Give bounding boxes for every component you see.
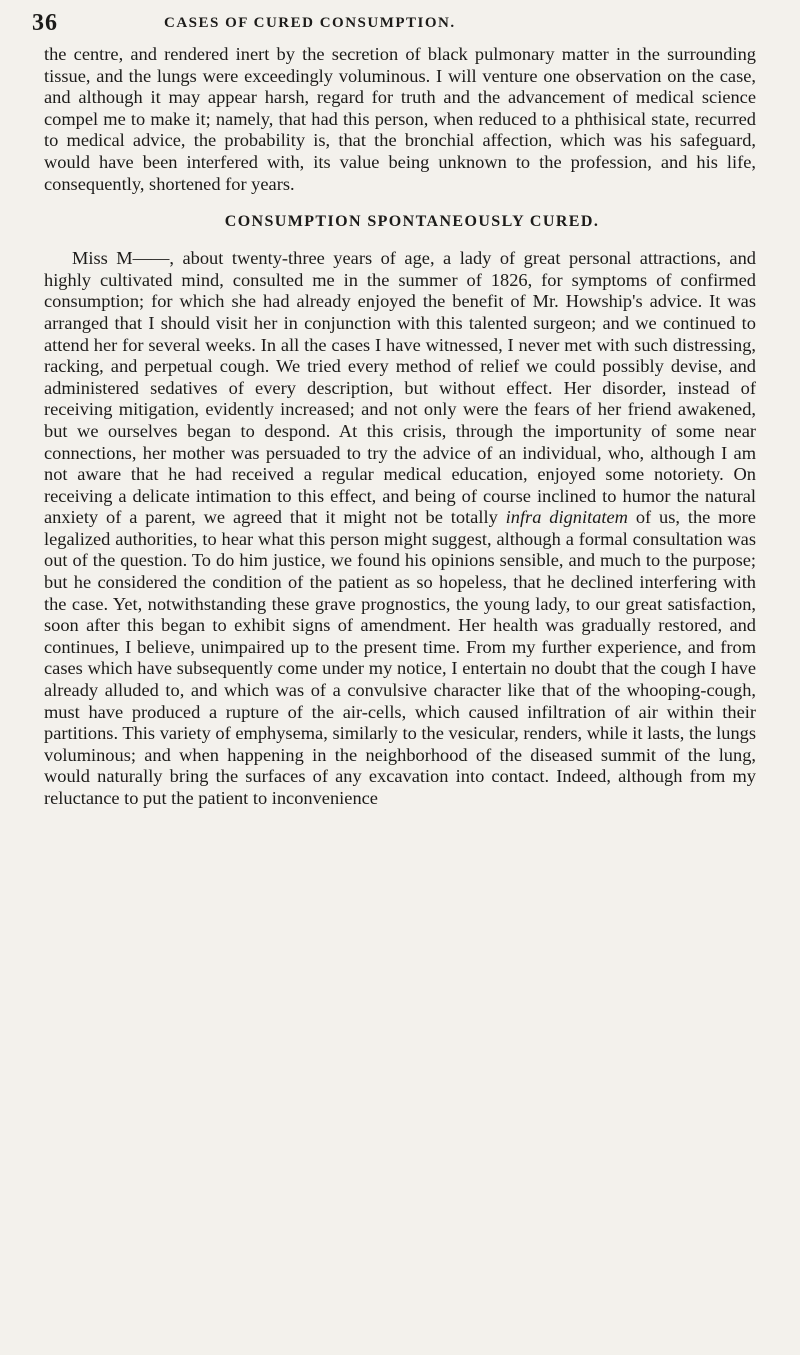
paragraph-case-report xyxy=(44,248,756,809)
page-number: 36 xyxy=(32,10,58,36)
paragraph-continued: the centre, and rendered inert by the secretion of black pulmonary matter in the surrounding tissue, and the lungs were exceedingly voluminous. I will venture one observation on the case, and although it may appear harsh, regard for truth and the advancement of medical science compel me to make it; namely, that had this person, when reduced to a phthisical state, recurred to medical advice, the probability is, that the bronchial affection, which was his safeguard, would have been interfered with, its value being unknown to the profession, and his life, consequently, shortened for years. xyxy=(44,44,756,194)
paragraph-text-end: of us, the more legalized authorities, to hear what this person might suggest, although a formal consultation was out of the question. To do him justice, we found his opinions sensible, and much to the purpose; but he considered the condition of the patient as so hopeless, that he declined interfering with the case. Yet, notwithstanding these grave prognostics, the young lady, to our great satisfaction, soon after this began to exhibit signs of amendment. Her health was gradually restored, and continues, I believe, unimpaired up to the present time. From my further experience, and from cases which have subsequently come under my notice, I entertain no doubt that the cough I have already alluded to, and which was of a convulsive character like that of the whooping-cough, must have produced a rupture of the air-cells, which caused infiltration of air within their partitions. This variety of emphysema, similarly to the vesicular, renders, while it lasts, the lungs voluminous; and when happening in the neighborhood of the diseased summit of the lung, would naturally bring the surfaces of any excavation into contact. Indeed, although from my reluctance to put the patient to inconvenience xyxy=(44,507,756,808)
section-heading: CONSUMPTION SPONTANEOUSLY CURED. xyxy=(224,213,600,231)
running-title: CASES OF CURED CONSUMPTION. xyxy=(164,15,456,31)
latin-phrase: infra dignitatem xyxy=(505,507,628,528)
running-header xyxy=(32,10,756,44)
paragraph-text-start: Miss M——, about twenty-three years of age, a lady of great personal attractions, and highly cultivated mind, consulted me in the summer of 1826, for symptoms of confirmed consumption; for which she had already enjoyed the benefit of Mr. Howship's advice. It was arranged that I should visit her in conjunction with this talented surgeon; and we continued to attend her for several weeks. In all the cases I have witnessed, I never met with such distressing, racking, and perpetual cough. We tried every method of relief we could possibly devise, and administered sedatives of every description, but without effect. Her disorder, instead of receiving mitigation, evidently increased; and not only were the fears of her friend awakened, but we ourselves began to despond. At this crisis, through the importunity of some near connections, her mother was persuaded to try the advice of an individual, who, although I am not aware that he had received a regular medical education, enjoyed some notoriety. On receiving a delicate intimation to this effect, and being of course inclined to humor the natural anxiety of a parent, we agreed that it might not be totally xyxy=(44,248,756,528)
